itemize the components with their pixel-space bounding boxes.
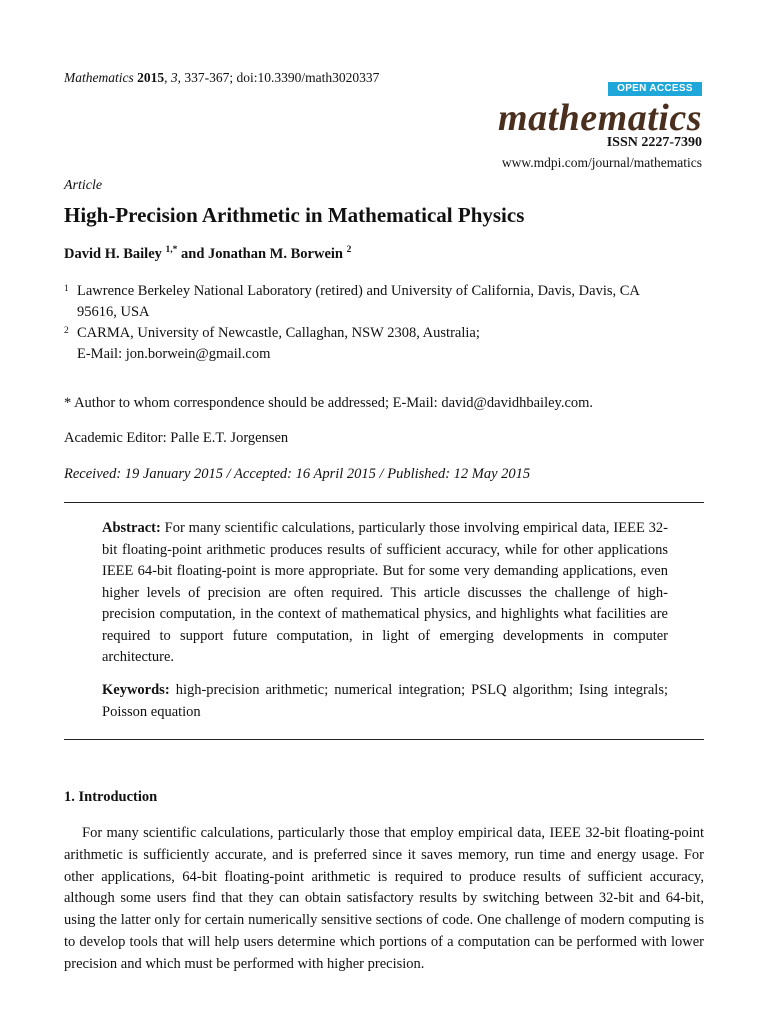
citation-volume: 3: [170, 70, 178, 85]
author-list: [64, 245, 351, 263]
affiliation-2: [64, 323, 704, 365]
divider-bottom: [64, 739, 704, 740]
abstract-block: [102, 518, 668, 669]
publication-dates: Received: 19 January 2015 / Accepted: 16 April 2015 / Published: 12 May 2015: [64, 466, 531, 482]
keywords-label: Keywords:: [102, 682, 170, 698]
citation-journal: Mathematics: [64, 70, 134, 85]
correspondence-note: * Author to whom correspondence should be addressed; E-Mail: david@davidhbailey.com.: [64, 395, 594, 411]
author-conjunction: and: [177, 245, 209, 262]
issn: ISSN 2227-7390: [606, 135, 702, 150]
citation-year: 2015: [137, 70, 165, 85]
paper-title: High-Precision Arithmetic in Mathematical Physics: [64, 203, 525, 227]
citation-pages-doi: , 337-367; doi:10.3390/math3020337: [177, 70, 380, 85]
author-affiliation-marker: 2: [346, 245, 352, 255]
affiliation-1: [64, 281, 704, 323]
affiliation-text: CARMA, University of Newcastle, Callaghan, NSW 2308, Australia;: [77, 325, 480, 341]
citation-line: Mathematics 2015, 3, 337-367; doi:10.3390/math3020337: [64, 70, 380, 85]
journal-logo: mathematics: [498, 97, 702, 139]
affiliation-number: 2: [64, 326, 69, 336]
affiliation-text: Lawrence Berkeley National Laboratory (retired) and University of California, Davis, Davis, CA: [77, 283, 640, 299]
author-affiliation-marker: 1,*: [165, 245, 178, 255]
article-type-label: Article: [64, 178, 103, 193]
affiliation-text: 95616, USA: [77, 304, 150, 320]
section-heading: 1. Introduction: [64, 789, 158, 805]
affiliation-number: 1: [64, 284, 69, 294]
abstract-text: For many scientific calculations, particularly those involving empirical data, IEEE 32-bit floating-point arithmetic produces results of sufficient accuracy, while for other applications IEEE 64-bit floating-point is more appropriate. But for some very demanding applications, even higher levels of precision are often required. This article discusses the challenge of high-precision computation, in the context of mathematical physics, and highlights what facilities are required to support future computation, in light of emerging developments in computer architecture.: [102, 520, 669, 665]
open-access-badge: OPEN ACCESS: [608, 82, 702, 96]
academic-editor: Academic Editor: Palle E.T. Jorgensen: [64, 430, 289, 446]
abstract-label: Abstract:: [102, 520, 161, 536]
author-name: Jonathan M. Borwein: [208, 245, 343, 262]
keywords-block: [102, 680, 668, 723]
author-name: David H. Bailey: [64, 245, 162, 262]
intro-paragraph: For many scientific calculations, particularly those that employ empirical data, IEEE 32-bit floating-point arithmetic is sufficiently accurate, and is preferred since it saves memory, run time and energy usage. For other applications, 64-bit floating-point arithmetic is required to produce results of sufficient accuracy, although some users find that they can obtain satisfactory results by switching between 32-bit and 64-bit, using the latter only for certain numerically sensitive sections of code. One challenge of modern computing is to develop tools that will help users determine which portions of a computation can be performed with lower precision and which must be performed with higher precision.: [64, 825, 704, 972]
journal-url[interactable]: www.mdpi.com/journal/mathematics: [501, 155, 702, 170]
affiliation-email[interactable]: E-Mail: jon.borwein@gmail.com: [77, 346, 271, 362]
keywords-text: high-precision arithmetic; numerical integration; PSLQ algorithm; Ising integrals; Poisson equation: [102, 682, 668, 720]
divider-top: [64, 502, 704, 503]
